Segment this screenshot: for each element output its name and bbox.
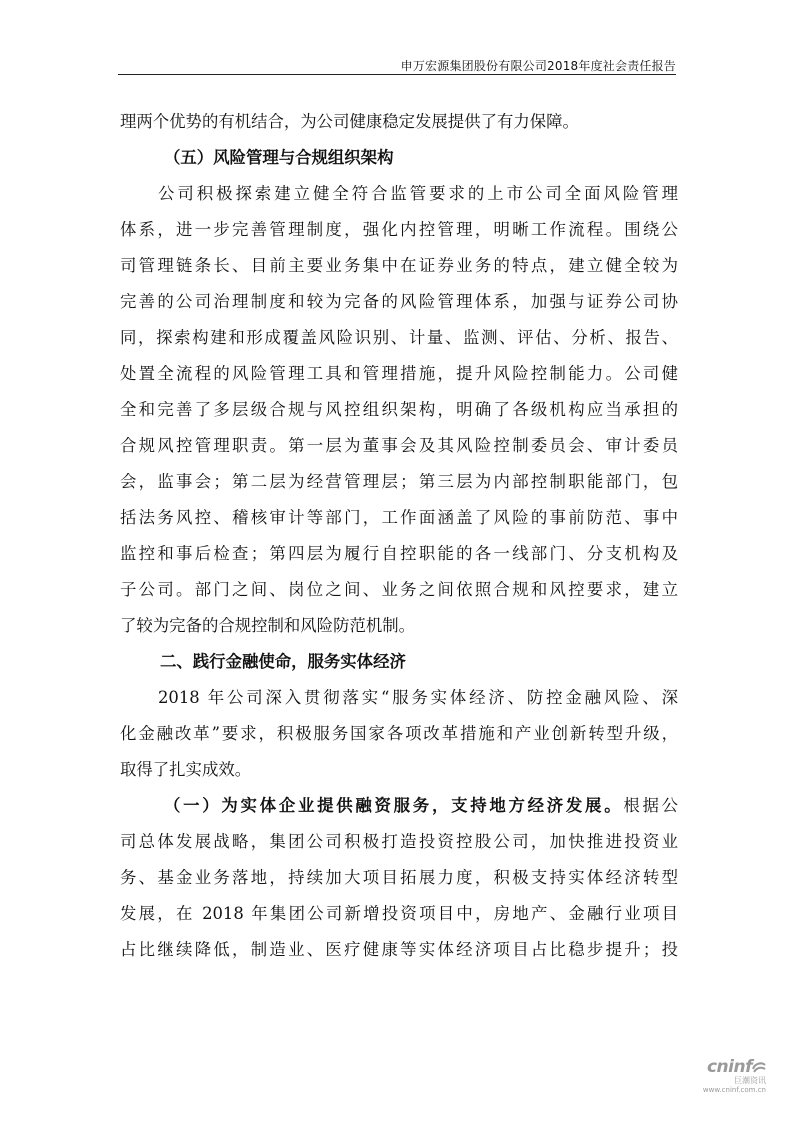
text-line: 公司积极探索建立健全符合监管要求的上市公司全面风险管理 (158, 184, 678, 203)
text-line: 合规风控管理职责。第一层为董事会及其风险控制委员会、审计委员 (120, 436, 678, 455)
cninf-swirl-icon (752, 1061, 766, 1073)
cninf-chinese-name: 巨潮资讯 (734, 1076, 766, 1085)
text-line: 司总体发展战略，集团公司积极打造投资控股公司，加快推进投资业 (120, 832, 678, 851)
text-line: 括法务风控、稽核审计等部门，工作面涵盖了风险的事前防范、事中 (120, 508, 678, 527)
cninf-logo (686, 1057, 766, 1077)
text-line: 子公司。部门之间、岗位之间、业务之间依照合规和风控要求，建立 (120, 580, 678, 599)
text-line: 完善的公司治理制度和较为完备的风险管理体系，加强与证券公司协 (120, 292, 678, 311)
text-line: 占比继续降低，制造业、医疗健康等实体经济项目占比稳步提升；投 (120, 940, 678, 959)
text-line: 处置全流程的风险管理工具和管理措施，提升风险控制能力。公司健 (120, 364, 678, 383)
cninf-watermark (686, 1057, 766, 1094)
section-heading-serve-real-economy: 二、践行金融使命，服务实体经济 (160, 652, 406, 671)
text-line: 理两个优势的有机结合，为公司健康稳定发展提供了有力保障。 (120, 112, 579, 131)
cninf-url: www.cninf.com.cn (702, 1086, 766, 1094)
text-line: 监控和事后检查；第四层为履行自控职能的各一线部门、分支机构及 (120, 544, 678, 563)
header-divider (118, 74, 676, 75)
text-line: 司管理链条长、目前主要业务集中在证券业务的特点，建立健全较为 (120, 256, 678, 275)
text-line: 同，探索构建和形成覆盖风险识别、计量、监测、评估、分析、报告、 (120, 328, 678, 347)
report-header-title: 申万宏源集团股份有限公司2018年度社会责任报告 (400, 59, 676, 73)
subsection-heading-financing-services: （一）为实体企业提供融资服务，支持地方经济发展。 (164, 796, 624, 815)
text-line: 化金融改革”要求，积极服务国家各项改革措施和产业创新转型升级， (120, 724, 678, 743)
cninf-logo-text: cninf (706, 1057, 752, 1077)
text-line: 体系，进一步完善管理制度，强化内控管理，明晰工作流程。围绕公 (120, 220, 678, 239)
text-line: 务、基金业务落地，持续加大项目拓展力度，积极支持实体经济转型 (120, 868, 678, 887)
text-line (120, 788, 678, 824)
text-line: 了较为完备的合规控制和风险防范机制。 (120, 616, 416, 635)
text-line: 发展，在 2018 年集团公司新增投资项目中，房地产、金融行业项目 (120, 904, 678, 923)
text-line: 会，监事会；第二层为经营管理层；第三层为内部控制职能部门，包 (120, 472, 678, 491)
text-line: 取得了扎实成效。 (120, 760, 252, 779)
text-line: 2018 年公司深入贯彻落实“服务实体经济、防控金融风险、深 (158, 688, 678, 707)
text-line: 全和完善了多层级合规与风控组织架构，明确了各级机构应当承担的 (120, 400, 678, 419)
text-run: 根据公 (623, 796, 679, 815)
section-heading-risk-management: （五）风险管理与合规组织架构 (164, 148, 394, 167)
